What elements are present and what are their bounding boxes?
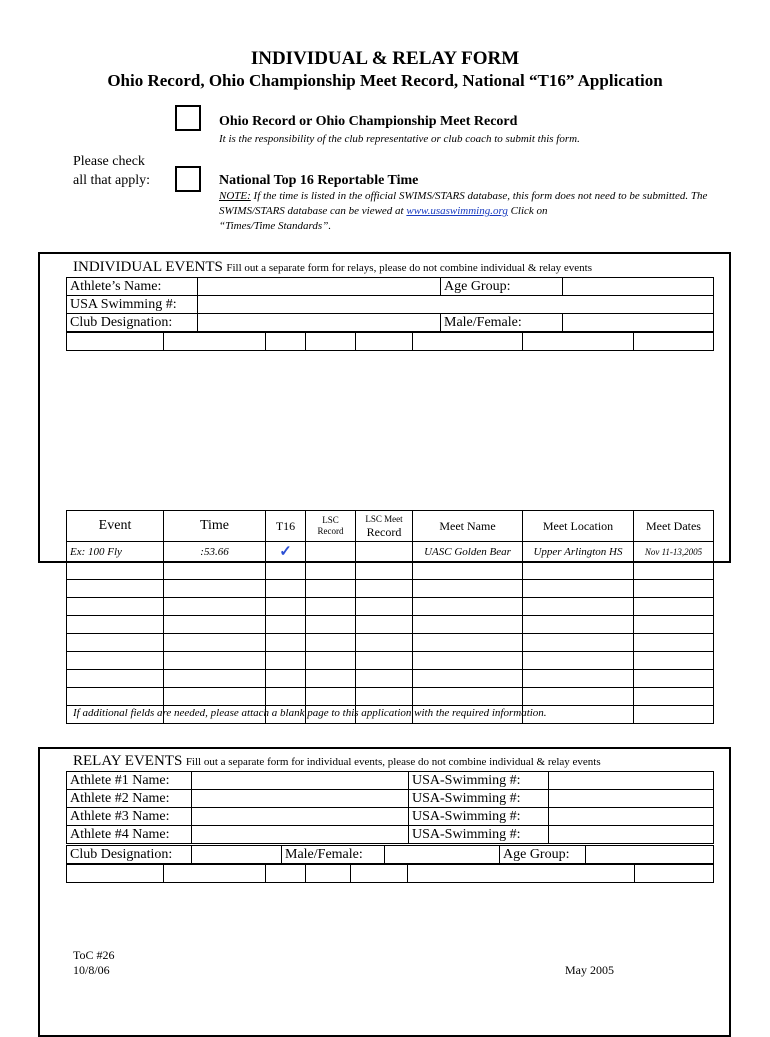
- relay-age-group-label: Age Group:: [500, 846, 586, 864]
- table-row: [67, 598, 714, 616]
- col-event: Event: [67, 511, 164, 542]
- athlete-1-usa-field[interactable]: [549, 772, 714, 790]
- col-t16: T16: [266, 511, 306, 542]
- relay-club-table: [66, 845, 714, 864]
- relay-events-header: RELAY EVENTS Fill out a separate form for individual events, please do not combine individual & relay events: [73, 753, 601, 769]
- example-time: :53.66: [164, 542, 266, 562]
- col-lsc-meet-record: LSC Meet Record: [356, 511, 413, 542]
- athlete-name-label: Athlete’s Name:: [67, 278, 198, 296]
- col-meet-dates: Meet Dates: [634, 511, 714, 542]
- athlete-1-usa-label: USA-Swimming #:: [409, 772, 549, 790]
- age-group-field[interactable]: [563, 278, 714, 296]
- individual-events-header: INDIVIDUAL EVENTS Fill out a separate form for relays, please do not combine individual & relay events: [73, 259, 592, 275]
- athlete-2-field[interactable]: [192, 790, 409, 808]
- athlete-4-usa-field[interactable]: [549, 826, 714, 844]
- table-row: [67, 688, 714, 706]
- table-row: [67, 670, 714, 688]
- national-t16-heading: National Top 16 Reportable Time: [219, 173, 419, 188]
- relay-blank-row: [66, 864, 714, 883]
- relay-gender-label: Male/Female:: [282, 846, 385, 864]
- example-meet-location: Upper Arlington HS: [523, 542, 634, 562]
- table-row: [67, 634, 714, 652]
- athlete-3-usa-label: USA-Swimming #:: [409, 808, 549, 826]
- relay-club-field[interactable]: [192, 846, 282, 864]
- example-meet-dates: Nov 11-13,2005: [634, 542, 714, 562]
- athlete-3-label: Athlete #3 Name:: [67, 808, 192, 826]
- athlete-name-field[interactable]: [198, 278, 441, 296]
- relay-athletes-table: [66, 771, 714, 844]
- athlete-2-usa-field[interactable]: [549, 790, 714, 808]
- table-row: [67, 652, 714, 670]
- example-event: Ex: 100 Fly: [67, 542, 164, 562]
- club-label: Club Designation:: [67, 314, 198, 332]
- athlete-3-field[interactable]: [192, 808, 409, 826]
- athlete-4-label: Athlete #4 Name:: [67, 826, 192, 844]
- ohio-record-text: It is the responsibility of the club representative or club coach to submit this form.: [219, 133, 580, 145]
- usaswimming-link[interactable]: www.usaswimming.org: [406, 205, 508, 217]
- athlete-1-label: Athlete #1 Name:: [67, 772, 192, 790]
- ohio-record-checkbox[interactable]: [175, 105, 201, 131]
- table-row: [67, 580, 714, 598]
- age-group-label: Age Group:: [441, 278, 563, 296]
- relay-gender-field[interactable]: [385, 846, 500, 864]
- club-field[interactable]: [198, 314, 441, 332]
- col-meet-name: Meet Name: [413, 511, 523, 542]
- form-subtitle: Ohio Record, Ohio Championship Meet Record, National “T16” Application: [107, 71, 663, 90]
- relay-age-group-field[interactable]: [586, 846, 714, 864]
- ohio-record-heading: Ohio Record or Ohio Championship Meet Record: [219, 114, 518, 129]
- example-t16-checkmark-icon: ✓: [266, 542, 306, 562]
- gender-field[interactable]: [563, 314, 714, 332]
- gender-label: Male/Female:: [441, 314, 563, 332]
- table-row: [67, 562, 714, 580]
- individual-blank-row: [66, 332, 714, 351]
- check-prompt: Please check all that apply:: [73, 154, 150, 188]
- usa-number-field[interactable]: [198, 296, 714, 314]
- athlete-4-field[interactable]: [192, 826, 409, 844]
- form-code: ToC #26 10/8/06: [73, 948, 115, 977]
- athlete-info-table: [66, 277, 714, 332]
- col-lsc-record: LSC Record: [306, 511, 356, 542]
- form-revision: May 2005: [565, 963, 614, 977]
- usa-number-label: USA Swimming #:: [67, 296, 198, 314]
- athlete-2-label: Athlete #2 Name:: [67, 790, 192, 808]
- national-t16-note: NOTE: If the time is listed in the official SWIMS/STARS database, this form does not need to be submitted. The SWIMS/STARS database can be viewed at www.usaswimming.org Click on “Times/Time Standards”.: [219, 190, 708, 232]
- athlete-1-field[interactable]: [192, 772, 409, 790]
- events-table: [66, 510, 714, 724]
- form-title: INDIVIDUAL & RELAY FORM: [250, 48, 520, 69]
- athlete-2-usa-label: USA-Swimming #:: [409, 790, 549, 808]
- table-row: [67, 616, 714, 634]
- athlete-3-usa-field[interactable]: [549, 808, 714, 826]
- relay-club-label: Club Designation:: [67, 846, 192, 864]
- col-time: Time: [164, 511, 266, 542]
- col-meet-location: Meet Location: [523, 511, 634, 542]
- example-row: [67, 542, 714, 562]
- example-meet-name: UASC Golden Bear: [413, 542, 523, 562]
- athlete-4-usa-label: USA-Swimming #:: [409, 826, 549, 844]
- national-t16-checkbox[interactable]: [175, 166, 201, 192]
- individual-footnote: If additional fields are needed, please attach a blank page to this application with the required information.: [73, 707, 547, 719]
